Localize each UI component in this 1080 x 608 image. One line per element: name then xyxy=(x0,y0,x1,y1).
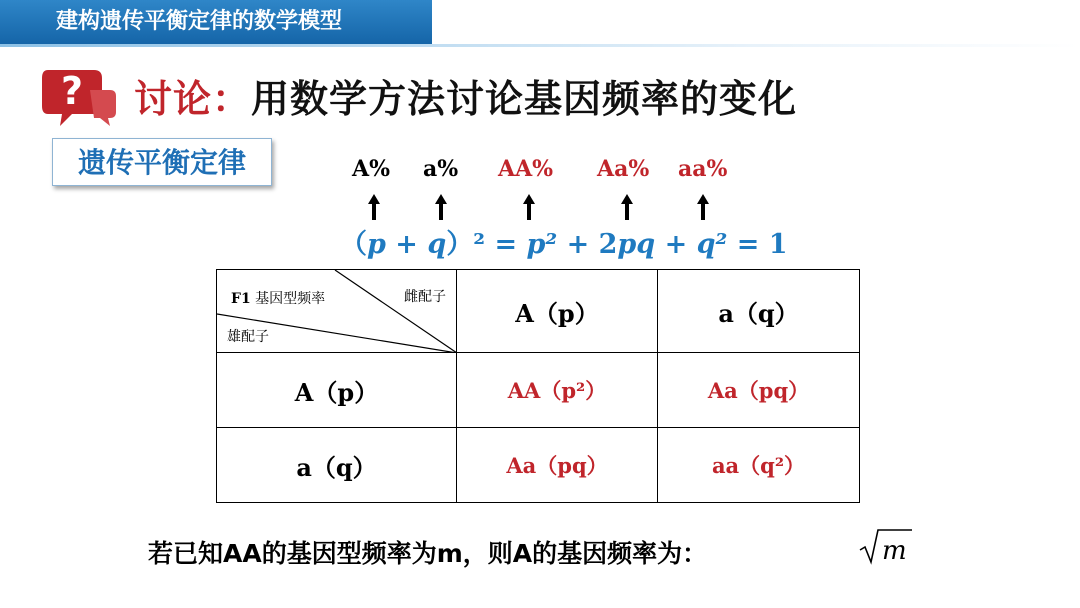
corner-title xyxy=(231,288,325,308)
svg-text:?: ? xyxy=(60,69,84,113)
row-header-A: A（p） xyxy=(217,353,457,428)
question-icon xyxy=(42,66,116,128)
formula-equals-one: = 1 xyxy=(727,229,788,260)
hardy-weinberg-formula xyxy=(340,222,788,261)
banner-title: 建构遗传平衡定律的数学模型 xyxy=(56,9,343,34)
label-aa-percent: aa% xyxy=(678,156,728,182)
formula-pq: pq xyxy=(617,229,656,260)
formula-paren-open: （ xyxy=(340,229,367,260)
slide-banner xyxy=(0,0,432,44)
heading-label: 讨论： xyxy=(134,77,252,121)
page-heading xyxy=(134,68,797,123)
arrow-up-icon xyxy=(620,192,634,222)
table-header-row xyxy=(217,270,860,353)
formula-p-squared: p² xyxy=(526,229,558,260)
heading-text: 用数学方法讨论基因频率的变化 xyxy=(251,77,798,121)
table-row xyxy=(217,353,860,428)
col-header-a: a（q） xyxy=(658,270,860,353)
label-AA-percent: AA% xyxy=(498,156,554,182)
col-header-A: A（p） xyxy=(457,270,658,353)
punnett-square-table xyxy=(216,269,860,503)
formula-plus: + xyxy=(655,229,697,260)
formula-paren-close: ） xyxy=(446,229,474,260)
question-text: 若已知AA的基因型频率为m，则A的基因频率为： xyxy=(148,539,708,568)
arrow-up-icon xyxy=(696,192,710,222)
formula-q-squared: q² xyxy=(696,229,728,260)
formula-plus: + xyxy=(557,229,599,260)
cell-aa: aa（q²） xyxy=(658,428,860,503)
arrow-up-icon xyxy=(367,192,381,222)
formula-exponent: ² = xyxy=(473,229,527,260)
banner-divider xyxy=(0,44,1080,47)
formula-p: p xyxy=(367,229,386,260)
label-A-percent: A% xyxy=(352,156,390,182)
corner-female-label: 雌配子 xyxy=(404,289,446,305)
label-a-percent: a% xyxy=(423,156,459,182)
table-corner-cell xyxy=(217,270,457,353)
formula-plus: + xyxy=(385,229,428,260)
section-label: 遗传平衡定律 xyxy=(52,138,272,186)
formula-q: q xyxy=(427,229,447,260)
corner-title-rest: 基因型频率 xyxy=(250,291,326,307)
corner-title-bold: F1 xyxy=(231,291,251,307)
formula-two: 2 xyxy=(598,229,618,260)
corner-male-label: 雄配子 xyxy=(227,329,269,345)
sqrt-answer xyxy=(858,526,914,566)
cell-Aa: Aa（pq） xyxy=(658,353,860,428)
row-header-a: a（q） xyxy=(217,428,457,503)
sqrt-variable: m xyxy=(882,536,907,566)
arrow-up-icon xyxy=(434,192,448,222)
table-row xyxy=(217,428,860,503)
cell-Aa: Aa（pq） xyxy=(457,428,658,503)
arrow-up-icon xyxy=(522,192,536,222)
label-Aa-percent: Aa% xyxy=(597,156,650,182)
cell-AA: AA（p²） xyxy=(457,353,658,428)
